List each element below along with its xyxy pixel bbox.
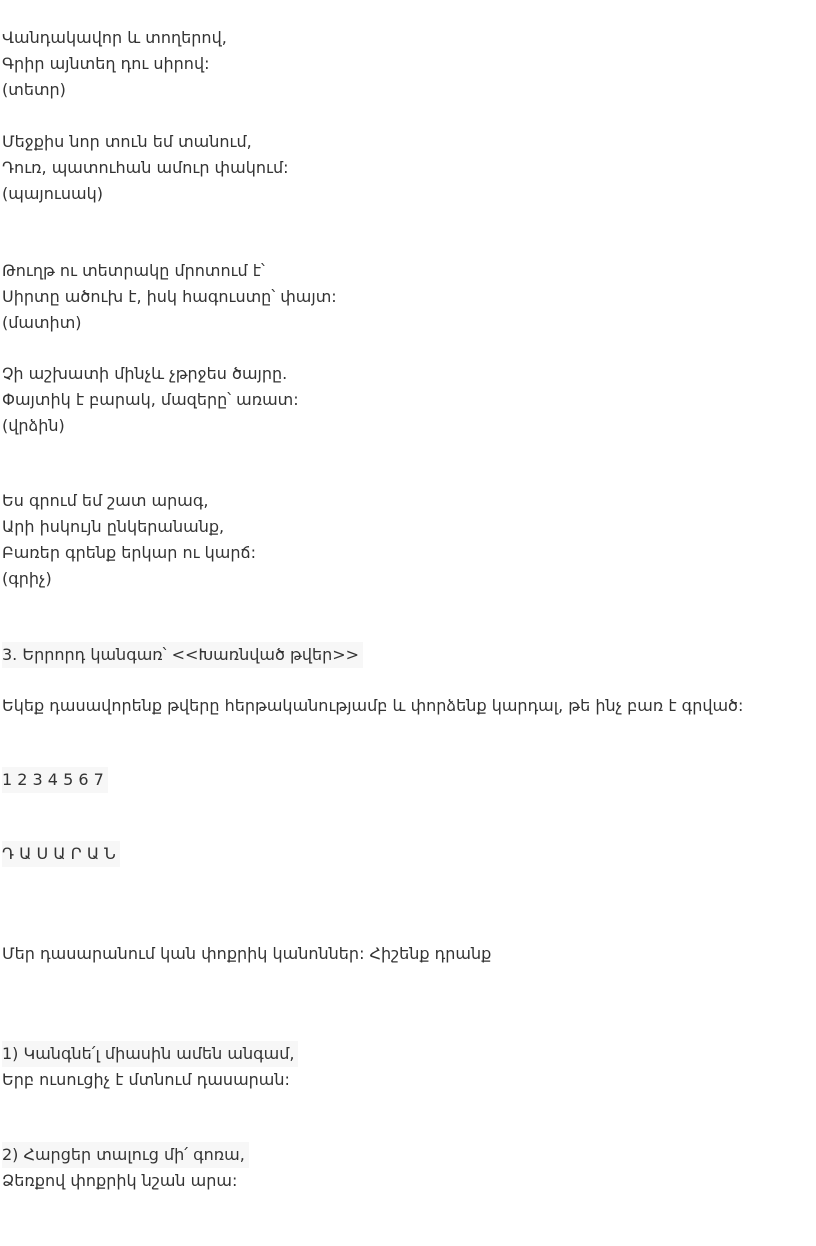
riddle-1-line-1: Վանդակավոր և տողերով, [2,28,227,47]
riddle-3-line-1: Թուղթ ու տետրակը մրոտում է՝ [2,261,265,280]
station-3-numbers: 1 2 3 4 5 6 7 [2,767,108,793]
riddle-2-answer: (պայուսակ) [2,184,103,203]
riddle-3-answer: (մատիտ) [2,313,82,332]
rule-1-line-1: 1) Կանգնե՛լ միասին ամեն անգամ, [2,1041,298,1067]
riddle-1-answer: (տետր) [2,80,66,99]
riddle-5-line-3: Բառեր գրենք երկար ու կարճ: [2,543,256,562]
riddle-2-line-2: Դուռ, պատուհան ամուր փակում: [2,158,289,177]
riddle-4-line-2: Փայտիկ է բարակ, մազերը՝ առատ: [2,390,299,409]
rules-intro: Մեր դասարանում կան փոքրիկ կանոններ: Հիշենք դրանք [2,944,492,963]
rule-2-line-1: 2) Հարցեր տալուց մի՛ գոռա, [2,1142,249,1168]
station-3-letters: Դ Ա Ս Ա Ր Ա Ն [2,841,120,867]
riddle-5-answer: (գրիչ) [2,569,52,588]
riddle-3-line-2: Սիրտը ածուխ է, իսկ հագուստը՝ փայտ: [2,287,337,306]
station-3-instruction: Եկեք դասավորենք թվերը հերթականությամբ և փորձենք կարդալ, թե ինչ բառ է գրված: [2,696,744,715]
riddle-1-line-2: Գրիր այնտեղ դու սիրով: [2,54,210,73]
rule-2-line-2: Ձեռքով փոքրիկ նշան արա: [2,1171,238,1190]
riddle-2-line-1: Մեջքիս նոր տուն եմ տանում, [2,132,252,151]
riddle-4-answer: (վրձին) [2,416,65,435]
rule-1-line-2: Երբ ուսուցիչ է մտնում դասարան: [2,1070,290,1089]
station-3-title: 3. Երրորդ կանգառ՝ <<Խառնված թվեր>> [2,642,363,668]
riddle-5-line-2: Արի իսկույն ընկերանանք, [2,517,225,536]
riddle-5-line-1: Ես գրում եմ շատ արագ, [2,491,209,510]
riddle-4-line-1: Չի աշխատի մինչև չթրջես ծայրը. [2,364,288,383]
